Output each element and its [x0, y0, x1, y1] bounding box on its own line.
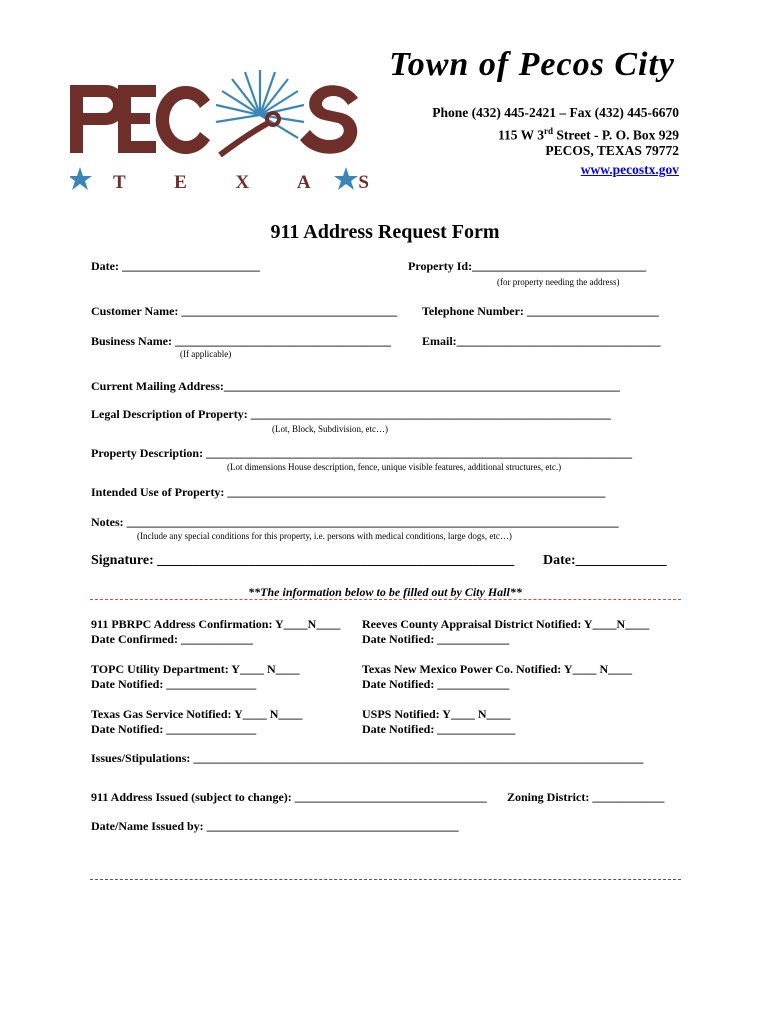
signature-field[interactable]: Signature: ___________________________________________________ — [91, 553, 515, 568]
topc-date-field[interactable]: Date Notified: _______________ — [91, 677, 257, 691]
pecos-logo — [70, 60, 370, 200]
tnmp-field[interactable]: Texas New Mexico Power Co. Notified: Y____ N____ — [362, 662, 633, 676]
topc-utility-field[interactable]: TOPC Utility Department: Y____ N____ — [91, 662, 300, 676]
website-link[interactable]: www.pecostx.gov — [580, 162, 679, 177]
date-confirmed-field[interactable]: Date Confirmed: ____________ — [91, 632, 253, 646]
form-title: 911 Address Request Form — [270, 221, 500, 243]
business-note: (If applicable) — [180, 349, 232, 359]
logo-letter-c — [156, 86, 210, 154]
email-field[interactable]: Email:__________________________________ — [422, 334, 661, 348]
reeves-date-field[interactable]: Date Notified: ____________ — [362, 632, 510, 646]
business-name-field[interactable]: Business Name: ____________________________________ — [91, 334, 392, 348]
date-name-issued-field[interactable]: Date/Name Issued by: __________________________________________ — [91, 819, 459, 833]
logo-swoosh-ring — [267, 113, 279, 125]
usps-date-field[interactable]: Date Notified: _____________ — [362, 722, 516, 736]
legal-description-field[interactable]: Legal Description of Property: ____________________________________________________________ — [91, 407, 611, 421]
pecos-logo-graphic — [70, 60, 370, 200]
property-description-field[interactable]: Property Description: _______________________________________________________________________ — [91, 446, 633, 460]
logo-state-text: T E X A S — [113, 172, 370, 193]
town-title: Town of Pecos City — [389, 46, 675, 83]
customer-name-field[interactable]: Customer Name: ____________________________________ — [91, 304, 398, 318]
website-link-container — [581, 160, 679, 179]
bottom-divider — [90, 879, 681, 880]
property-description-note: (Lot dimensions House description, fence, unique visible features, additional structures, etc.) — [227, 462, 562, 472]
property-id-note: (for property needing the address) — [497, 277, 620, 287]
notes-note: (Include any special conditions for this property, i.e. persons with medical conditions, large dogs, etc…) — [137, 531, 512, 541]
logo-letter-p — [70, 85, 126, 153]
logo-letter-e — [118, 85, 156, 153]
issues-stipulations-field[interactable]: Issues/Stipulations: ___________________________________________________________________________ — [91, 751, 644, 765]
reeves-county-field[interactable]: Reeves County Appraisal District Notified: Y____N____ — [362, 617, 650, 631]
logo-swoosh — [220, 122, 270, 155]
zoning-district-field[interactable]: Zoning District: ____________ — [507, 790, 665, 804]
city-hall-note: **The information below to be filled out by City Hall** — [248, 585, 522, 599]
pbrpc-confirmation-field[interactable]: 911 PBRPC Address Confirmation: Y____N____ — [91, 617, 341, 631]
logo-letter-s — [300, 85, 358, 153]
tnmp-date-field[interactable]: Date Notified: ____________ — [362, 677, 510, 691]
street-address: 115 W 3rd Street - P. O. Box 929 — [497, 126, 679, 143]
intended-use-field[interactable]: Intended Use of Property: _______________________________________________________________ — [91, 485, 606, 499]
texas-gas-date-field[interactable]: Date Notified: _______________ — [91, 722, 257, 736]
logo-star-left-icon — [70, 167, 92, 190]
date-field[interactable]: Date: _______________________ — [91, 259, 260, 273]
mailing-address-field[interactable]: Current Mailing Address:__________________________________________________________________ — [91, 379, 620, 393]
signature-date-field[interactable]: Date:_____________ — [543, 553, 667, 568]
notes-field[interactable]: Notes: __________________________________________________________________________________ — [91, 515, 619, 529]
usps-field[interactable]: USPS Notified: Y____ N____ — [362, 707, 511, 721]
city-hall-divider — [90, 599, 681, 600]
texas-gas-field[interactable]: Texas Gas Service Notified: Y____ N____ — [91, 707, 303, 721]
property-id-field[interactable]: Property Id:_____________________________ — [408, 259, 647, 273]
city-state: PECOS, TEXAS 79772 — [545, 143, 679, 158]
address-issued-field[interactable]: 911 Address Issued (subject to change): ________________________________ — [91, 790, 487, 804]
telephone-field[interactable]: Telephone Number: ______________________ — [422, 304, 659, 318]
phone-fax: Phone (432) 445-2421 – Fax (432) 445-6670 — [432, 105, 679, 120]
legal-description-note: (Lot, Block, Subdivision, etc…) — [272, 424, 388, 434]
